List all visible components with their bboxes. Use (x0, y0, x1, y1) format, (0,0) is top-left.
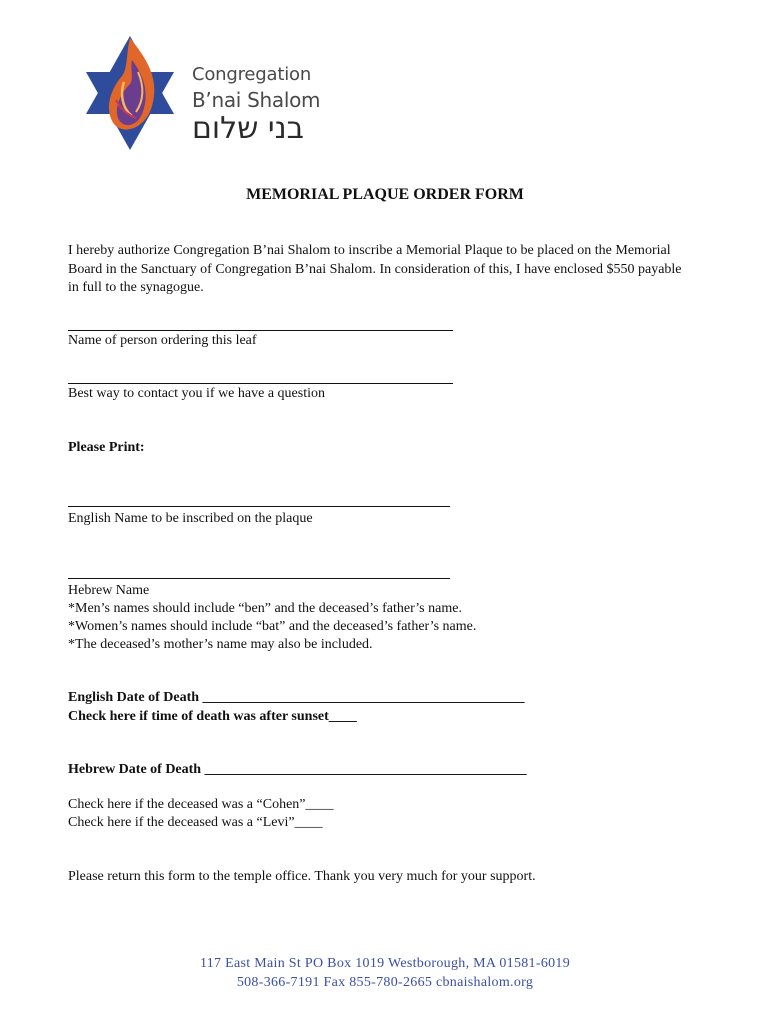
org-name-line1: Congregation (192, 64, 312, 85)
footer-contact: 508-366-7191 Fax 855-780-2665 cbnaishalom.org (236, 975, 534, 990)
closing-text: Please return this form to the temple office. Thank you very much for your support. (68, 869, 536, 884)
english-name-label: English Name to be inscribed on the plaque (68, 511, 313, 526)
contact-line[interactable] (68, 383, 453, 384)
please-print-heading: Please Print: (68, 440, 145, 455)
levi-checkbox[interactable]: Check here if the deceased was a “Levi”____ (68, 815, 323, 830)
hebrew-date-of-death-field[interactable]: Hebrew Date of Death ______________________________________________ (68, 762, 527, 777)
orderer-name-line[interactable] (68, 330, 453, 331)
star-of-david-flame-logo (80, 32, 180, 154)
english-date-of-death-field[interactable]: English Date of Death ______________________________________________ (68, 690, 525, 705)
org-name-hebrew: בני שלום (192, 111, 304, 146)
hebrew-name-note-women: *Women’s names should include “bat” and the deceased’s father’s name. (68, 619, 477, 634)
intro-paragraph: I hereby authorize Congregation B’nai Shalom to inscribe a Memorial Plaque to be placed on the Memorial Board in the Sanctuary of Congregation B’nai Shalom. In consideration of this, I have enclosed $550 payable in full to the synagogue. (68, 243, 682, 295)
hebrew-name-line[interactable] (68, 578, 450, 579)
hebrew-name-label: Hebrew Name (68, 583, 150, 598)
orderer-name-label: Name of person ordering this leaf (68, 333, 257, 348)
form-title: MEMORIAL PLAQUE ORDER FORM (246, 186, 524, 203)
hebrew-name-note-mother: *The deceased’s mother’s name may also be included. (68, 637, 373, 652)
contact-label: Best way to contact you if we have a question (68, 386, 325, 401)
hebrew-name-note-men: *Men’s names should include “ben” and the deceased’s father’s name. (68, 601, 462, 616)
cohen-checkbox[interactable]: Check here if the deceased was a “Cohen”____ (68, 797, 334, 812)
after-sunset-checkbox[interactable]: Check here if time of death was after sunset____ (68, 709, 357, 724)
org-name-line2: B’nai Shalom (192, 88, 321, 112)
english-name-line[interactable] (68, 506, 450, 507)
footer-address: 117 East Main St PO Box 1019 Westborough, MA 01581-6019 (199, 956, 571, 971)
